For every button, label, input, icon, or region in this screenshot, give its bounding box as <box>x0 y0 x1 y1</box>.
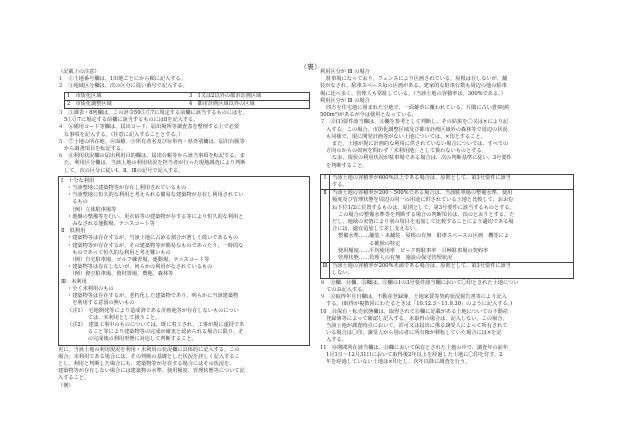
class-3-line: ・建築物等は存在するが、老朽化した建築物であり、明らかに当該建築物 <box>67 293 239 300</box>
notes-heading: （記載上の注意） <box>58 69 100 75</box>
note-10-cont: 当該土地が課査時点において、許可又は届出に係る譲受人によって所有されて <box>326 322 508 329</box>
class-1-line: ・当該整地に建築物等が存在し利用されているもの <box>67 185 187 192</box>
class-3-note: の完成後の利用形態に対応して判断すること。 <box>67 336 197 343</box>
region-item: 2 市街化調整区域 <box>67 100 112 107</box>
class-3-line: を利用する意図の無いもの <box>67 300 135 307</box>
left-column <box>58 69 310 390</box>
note-11-cont: 年を経過していない土地は×印とし、次年以降に調査を行う。 <box>326 358 471 365</box>
class-2-line: （例）資空駐車場、資材置場、農地、森林等 <box>67 271 174 278</box>
example-text: 500m²)があるが今は使用となっている。 <box>320 112 417 119</box>
criteria-row: Ⅲ 当該土地の容積率が200%未満である場合は、原則として、第3号要件に該当 しない。 <box>321 263 573 277</box>
after-text: 場合、未利用である場合には、その判断の基礎とした状況を詳しく記入するこ <box>58 353 240 360</box>
class-2-heading: Ⅱ 低利用 <box>61 228 86 235</box>
criteria-text: 当該土地の容積率が200%未満である場合は、原則として、第3号要件に該当 <box>332 263 511 270</box>
class-2-line: （例）自宅駐車場、ゴルフ練習場、運動場、テニスコート等 <box>67 257 210 264</box>
criteria-text: 頻度及び管理状態を周辺の同一の用途に供されている土地と比較して、おおむ <box>332 197 514 204</box>
after-text: とし、利用と判断した場合にも、建築物等が存在する場合にはその状況を、 <box>58 360 235 367</box>
class-2-line: ・建築物等は存在しないが、何らかの利用がなされているもの <box>67 264 213 271</box>
region-item: 1 市街化区域 <box>65 93 187 101</box>
note-3-cont: 5①⑤7に規定する前欄に該当するものには8を記入する。 <box>64 117 199 124</box>
note-6: ６ ⑪利用状況欄の届出利用目的欄は、届出台帳等から該当事項を転記する。ま <box>58 153 245 160</box>
usage-class-box <box>58 176 310 346</box>
note-3: ３ ③課表・8列欄は、この評令50⑤⑦7に規定する前欄に該当するものにはを、 <box>58 110 248 117</box>
note-7-cont: 方向のからの如何を問わず「未利用地」として扱わないものとする。 <box>326 148 487 155</box>
page-side-label: （裏） <box>300 63 321 71</box>
note-9: ９ ⑫取得年月日欄は、不動産登録簿、土地家賃等契約状況報告書等により記入 <box>320 294 507 301</box>
after-text: 建築物等が存在しない場合には建築物の水準、使用頻度、管理状態等について記 <box>58 368 245 375</box>
criteria-text: 当該土地の容積率が200～500%である場合は、当該駐車場の整備水準、使用 <box>332 190 513 197</box>
class-2-line: ・建築物等が存在するが、その建築物等が簡易なものであったり、一時的な <box>67 242 244 249</box>
note-10-cont: 登録簿等によって確認し記入する。未取得の場合は、記入しない。この場合、 <box>326 315 508 322</box>
class-3-note: （注1） 宅地開発等により造成済である計画地等が存在しないものについ <box>67 307 239 314</box>
note-8-cont: てのみ記入する。 <box>326 286 368 293</box>
class-3-heading: Ⅲ 未利用 <box>61 278 87 285</box>
class-3-note: （注2） 建築工事中のものについては、既に着工され、工事が現に遂持であ <box>67 321 245 328</box>
example-text: 駐車場になっており、フェンスにより区画されている。屋根は存しないが、舗 <box>326 76 508 83</box>
class-3-line: ・全く未利用のもの <box>67 285 114 292</box>
class-1-line: （例）立体駐車場等 <box>67 206 117 213</box>
note-10-cont: 入する。 <box>326 337 347 344</box>
right-column <box>320 69 574 366</box>
criteria-text: ね下位1/2に位置するものは、原則として、第3号要件に該当するものとする。 <box>332 204 515 211</box>
note-10: 10 ⑬保有・転売状態欄は、取得されて⑫欄に記載がある土地についての不動産 <box>320 308 509 315</box>
note-4: ４ ⑥備用コード等欄は、届出コード、届出場所等調査表を整理する上で必要 <box>58 124 240 131</box>
example-heading: 利用区分が Ⅲ の場合 <box>320 69 370 75</box>
class-1-heading: Ⅰ 十分な利用 <box>61 177 95 184</box>
example-text: 装がなされ、駐車スペース毎の区画がある。建家的な駐車台数も周辺の他の駐車 <box>320 83 507 90</box>
note-4-cont: な事項を記入する。（任意に記入することとする。） <box>64 131 184 138</box>
criteria-text: する。 <box>332 182 348 189</box>
criteria-item: 管理状態……管理人の有無 施設の保守管理状況 <box>338 255 453 262</box>
criteria-text: 当該土地の容積率が600%以上である場合は、原則として、第3号要件に該当 <box>332 174 511 181</box>
example-label: （例） <box>58 382 74 389</box>
criteria-row: Ⅰ 当該土地の容積率が600%以上である場合は、原則として、第3号要件に該当 する。 <box>321 175 573 190</box>
note-6-cont: して、次の区分に従いⅠ、Ⅱ、Ⅲの記号で記入する。 <box>64 167 184 174</box>
note-9-cont: する。(取得が複数回にわたるときは「10.12.3～11.9.30」のように記入する。) <box>326 301 513 308</box>
note-11: 11 ⑭期間所在該当欄は、⑬欄において保有とされた土地の中で、調査年の前年 <box>320 344 509 351</box>
example-heading: 利用区分が Ⅲ の場合 <box>320 97 370 104</box>
note-5: ５ ⑦土地の所在地、⑧面積、⑨所有者名及び⑩単内・県外別欄は、届出台帳等 <box>58 138 245 145</box>
note-8: ８ ⑫欄、⑬欄、⑮欄は、⑫欄の1の3号要件該当欄において〇印とされた土地につい <box>320 279 519 286</box>
note-7-cont: 入する。この場合、市街化調整区域及び都市計画区域外の森林等で周辺の状況 <box>326 126 508 133</box>
criteria-item: 使用頻度……平均使用率 ピーク時駐車率 月極駐車場の契約率 <box>338 247 489 254</box>
region-item: 3 1又は2以外の都市計画区域 <box>187 93 309 101</box>
class-2-line: ものであって恒久的な利用と考え難いもの <box>67 249 171 256</box>
note-5-cont: から調書項目を転記する。 <box>64 146 127 153</box>
note-7-cont: も同様で、現に開発計画等がない土地については、×印とすること。 <box>326 133 486 140</box>
class-3-note: ること等により建築物等の完成が確実と認められる場合に限り、そ <box>67 329 244 336</box>
parking-criteria-table <box>320 174 574 279</box>
class-1-line: るもの <box>67 199 88 206</box>
note-2: ２ ③地域区分欄は、次の区分に従い番号で記入する。 <box>58 83 188 90</box>
note-7-cont: また、土地が現に計画的な利用に供されていない場合については、すべての <box>332 141 509 148</box>
example-text: 場に比べ多く、管理人も常駐している。（当該土地の容積率は、300%である。） <box>320 90 506 97</box>
criteria-text: しない。 <box>332 270 353 277</box>
example-text: 四方を住宅地に囲まれた空地で、一面雑草に覆われている。片隅に古い倉庫(約 <box>326 105 510 112</box>
criteria-text: 合には、適宜追加して差し支えない。 <box>332 226 421 233</box>
criteria-row: Ⅱ 当該土地の容積率が200～500%である場合は、当該駐車場の整備水準、使用 頻度及び管理状態を周辺の同一の用途に供されている土地と比較して、おおむ ね下位1/2に位置するものは、原則として、第3号要件に該当するものとする。 この場合の整備水準等を判断する場合の判断項目は、次のとおりとする。た だし、地域の実情により別の項目を追加して比較することにより適切である場 合には、適宜追加して差し支えない。 整備水準……舗装・未舗装 屋根の有無 駐車スペースの区画 機等によ る範囲の特定 使用頻度……平均使用率 ピーク時駐車率 月極駐車場の契約率 管理状態……管理人の有無 施設の保守管理状況 <box>321 190 573 263</box>
after-text: 更に、当該土地の利用現況を利用・未利用の状況欄に具体的に記入する。この <box>58 346 240 353</box>
class-1-line: みなされる運動場、テニスコート等 <box>67 221 155 228</box>
note-6-cont: た、利用区分欄は、当該土地の利用状況を担当者が行った現地調査により判断 <box>64 160 246 167</box>
note-7: ７ ⑫(1)要件該当欄は、⑪欄を参考として判断し、その結果を〇又は×により記 <box>320 119 509 126</box>
class-3-note: ては、未利用として扱うこと。 <box>67 314 161 321</box>
criteria-item: 整備水準……舗装・未舗装 屋根の有無 駐車スペースの区画 機等によ <box>338 233 509 240</box>
criteria-text: この場合の整備水準等を判断する場合の判断項目は、次のとおりとする。た <box>338 211 515 218</box>
criteria-item: る範囲の特定 <box>338 240 401 247</box>
class-1-line: ・地盤の整備等を行い、更衣宿等の建築物が存する等により恒久的な利用と <box>67 213 244 220</box>
region-item: 4 都市計画区域以外の区域 <box>189 100 255 107</box>
after-text: 入すること。 <box>58 375 90 382</box>
class-1-line: ・当該整地に恒久的な利用と考えられる簡易な建築物が存在し利用されてい <box>67 192 244 199</box>
region-box <box>64 92 310 109</box>
note-11-cont: 1月1日～12月31日において取得後2年以上を経過した土地に〇印を付す。2 <box>326 351 503 358</box>
note-7-cont: なお、現状の利用状況が駐車場である場合は、次の判断基準に従い、3号要件 <box>332 155 512 162</box>
note-1: １ ①土地番号欄は、1田地ごとにから順に記入する。 <box>58 76 186 83</box>
note-7-cont: を判断すること。 <box>326 162 368 169</box>
criteria-text: だし、地域の実情により別の項目を追加して比較することにより適切である場 <box>332 219 514 226</box>
note-10-cont: いる場合は〇印、譲受人から別の者に所有権が移転していた場合には×を記 <box>326 330 502 337</box>
class-2-line: ・建築物等は存在するが、当該土地に占める割合が著しく低いであるもの <box>67 235 239 242</box>
